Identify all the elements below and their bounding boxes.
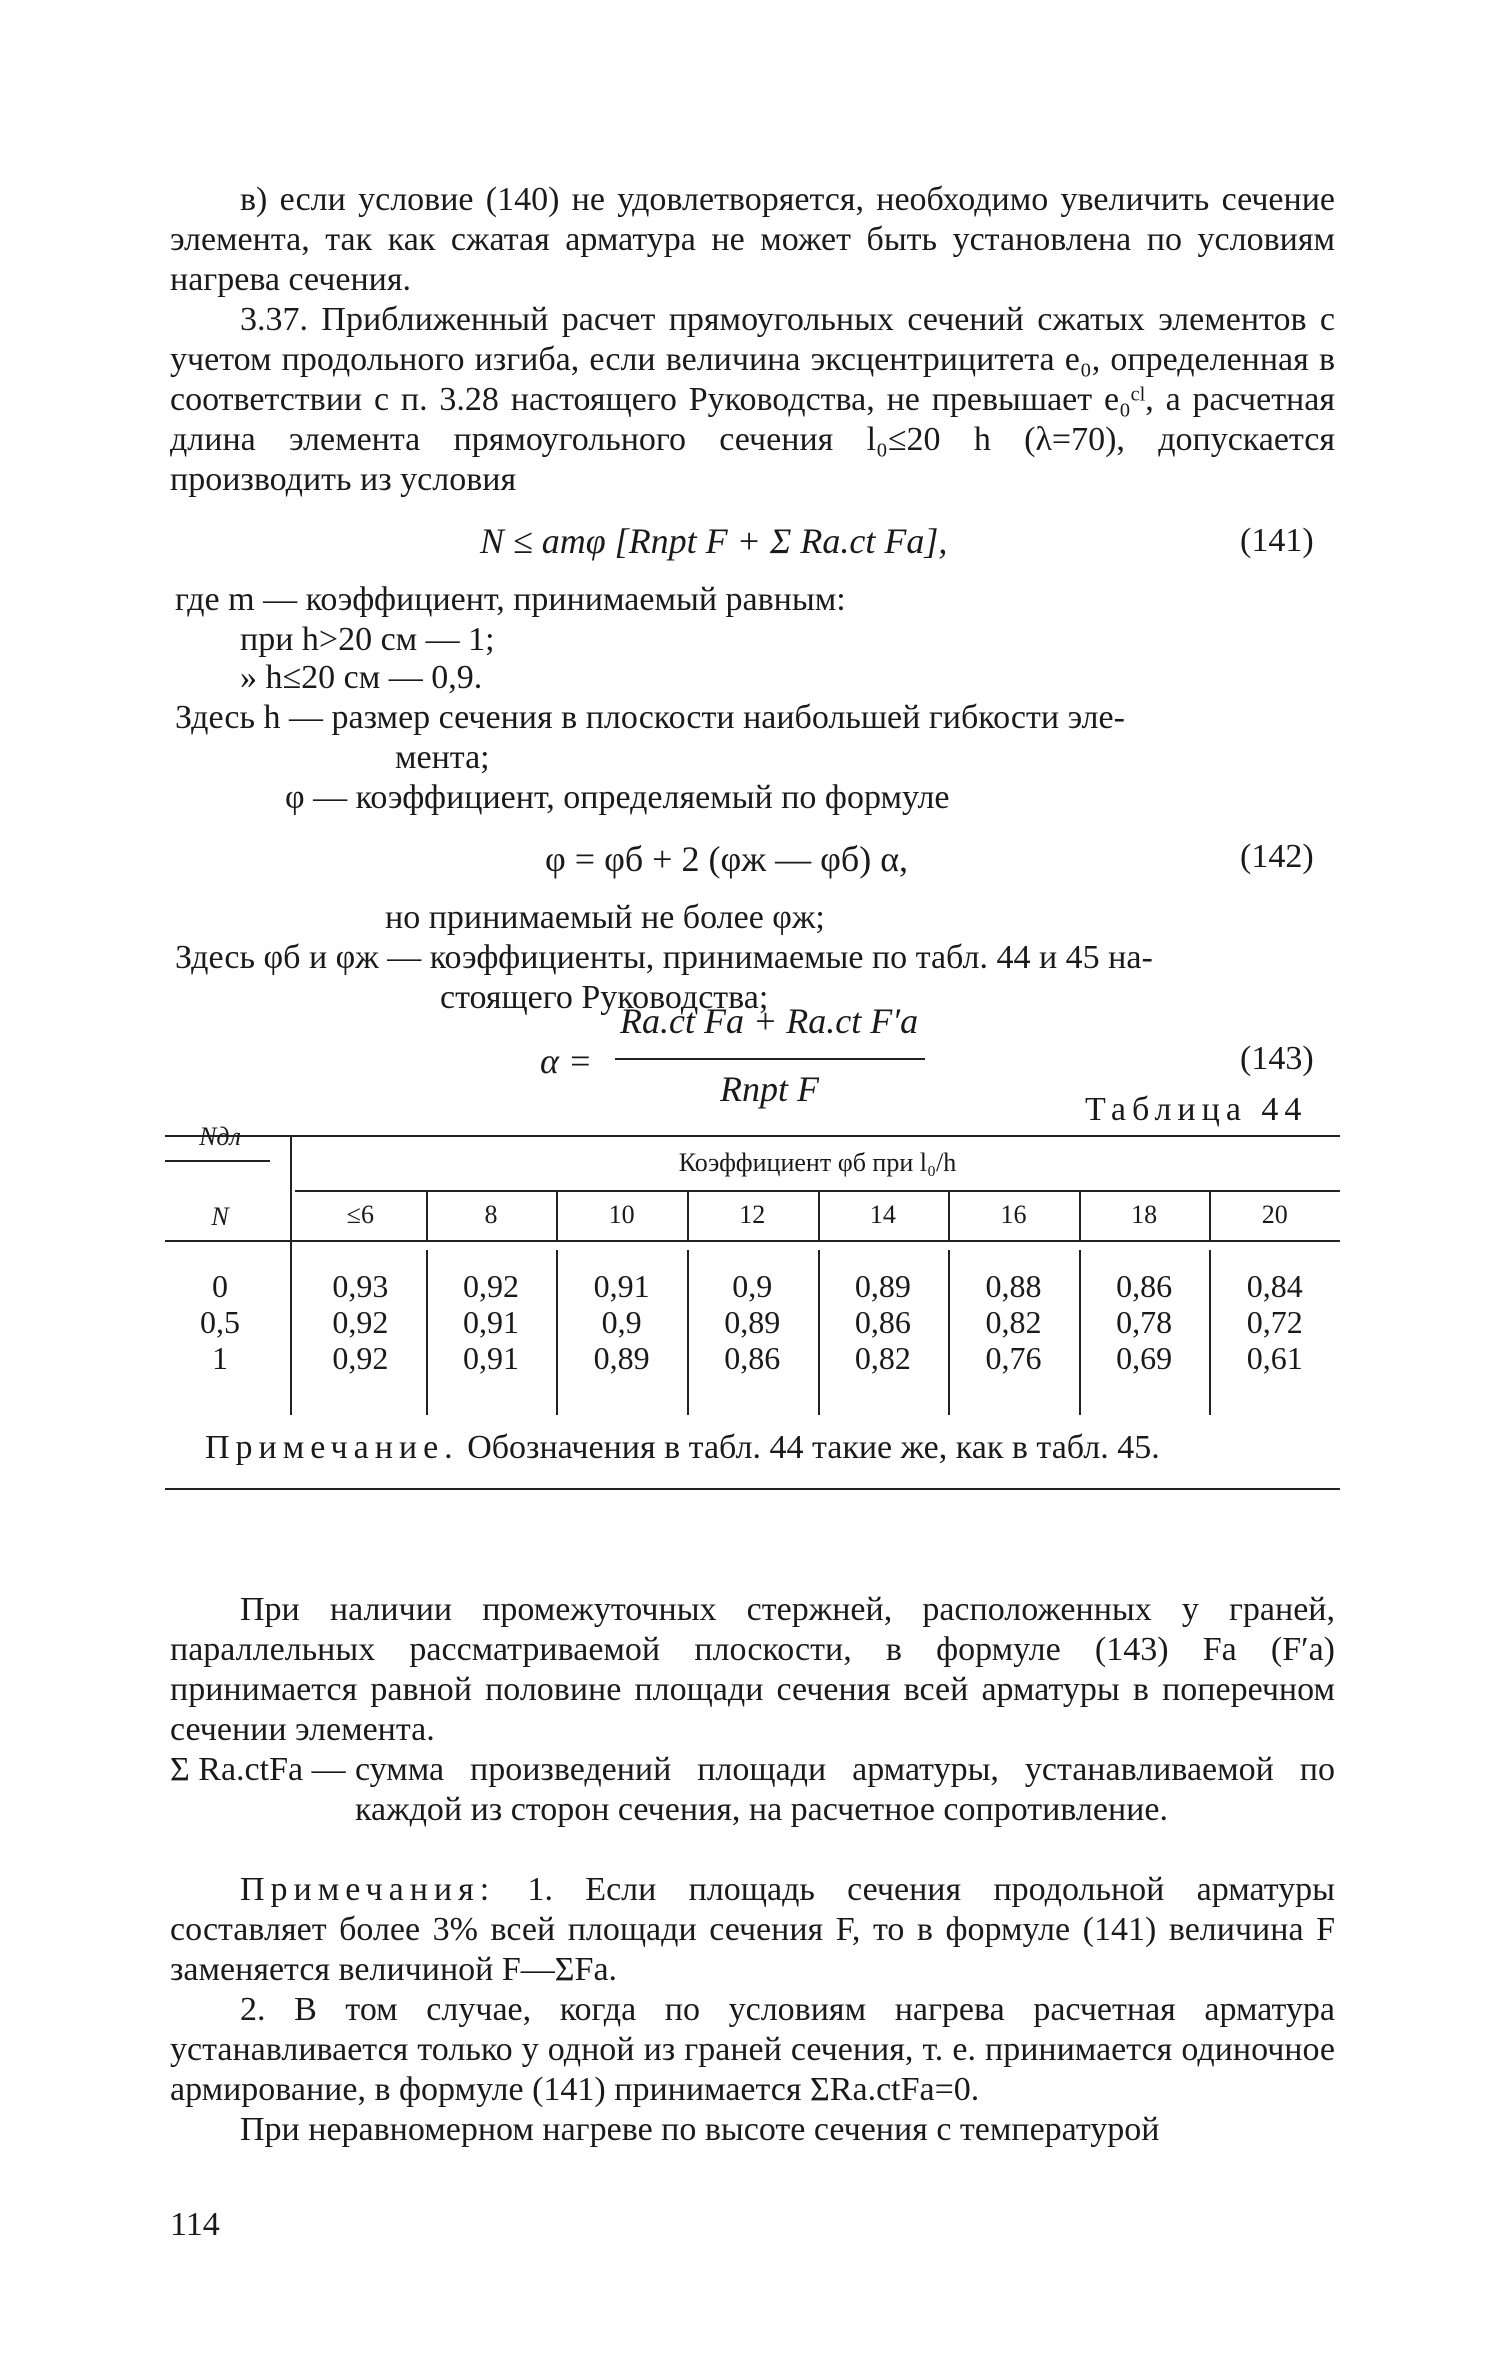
paragraph-condition-c: в) если условие (140) не удовлетворяется, необходимо увеличить сечение элемента, так как сжатая арматура не может быть установлена по условиям нагрева сечения. (170, 181, 1335, 298)
table-stub-divider (290, 1135, 292, 1415)
here-phis-line-2: стоящего Руководства; (440, 979, 769, 1016)
table-cell: 0,89 (593, 1340, 650, 1376)
paragraph-uneven-heating: При неравномерном нагреве по высоте сечения с температурой (240, 2111, 1160, 2148)
table-note-label: Примечание. (205, 1429, 459, 1466)
group-header: Коэффициент φб при l₀/h (678, 1148, 957, 1177)
column-header: 14 (869, 1200, 896, 1229)
paragraph-3-37: 3.37. Приближенный расчет прямоугольных сечений сжатых элементов с учетом продольного изгиба, если величина эксцентрицитета e₀, определенная в соответствии с п. 3.28 настоящего Руководства, не превышает e₀ᶜˡ, а расчетная длина элемента прямоугольного сечения l₀≤20 h (λ=70), допускается производить из условия (170, 301, 1335, 498)
sum-definition: сумма произведений площади арматуры, устанавливаемой по каждой из сторон сечения, на расчетное сопротивление. (355, 1751, 1335, 1828)
table-cell: 0,86 (1116, 1268, 1173, 1304)
table-cell: 0,86 (724, 1340, 781, 1376)
here-h-line: Здесь h — размер сечения в плоскости наибольшей гибкости эле- (175, 699, 1125, 736)
note-1: 1. Если площадь сечения продольной арматуры составляет более 3% всей площади сечения F, то в формуле (141) величина F заменяется величиной F—ΣFa. (170, 1871, 1336, 1988)
table-cell: 0,84 (1246, 1268, 1303, 1304)
table-cell: 0,9 (732, 1268, 773, 1304)
formula-143-numerator: Ra.ct Fa + Ra.ct F′a (620, 1001, 919, 1041)
page-number: 114 (170, 2206, 220, 2243)
table-cell: 0,89 (724, 1304, 781, 1340)
table-cell: 0,92 (332, 1340, 389, 1376)
row-n-value: 1 (212, 1340, 228, 1376)
table-cell: 0,91 (462, 1304, 519, 1340)
table-cell: 0,89 (854, 1268, 911, 1304)
note-2: 2. В том случае, когда по условиям нагрева расчетная арматура устанавливается только у одной из граней сечения, т. е. принимается одиночное армирование, в формуле (141) принимается ΣRa.ctFa=0. (170, 1991, 1335, 2108)
column-header: 16 (1000, 1200, 1027, 1229)
column-header: 10 (608, 1200, 635, 1229)
formula-142-number: (142) (1240, 838, 1314, 875)
row-header-ndl: Nдл (199, 1122, 241, 1151)
notes-block (170, 1870, 1335, 1990)
table-cell: 0,69 (1116, 1340, 1173, 1376)
here-phis-line: Здесь φб и φж — коэффициенты, принимаемые по табл. 44 и 45 на- (175, 939, 1153, 976)
row-n-value: 0,5 (200, 1304, 240, 1340)
table-cell: 0,82 (854, 1340, 911, 1376)
here-h-line-2: мента; (395, 739, 490, 776)
table-cell: 0,72 (1246, 1304, 1303, 1340)
column-header: 12 (739, 1200, 766, 1229)
m-case-2: » h≤20 см — 0,9. (240, 659, 483, 696)
row-header-n: N (211, 1202, 229, 1231)
formula-143-number: (143) (1240, 1040, 1314, 1077)
table-cell: 0,92 (462, 1268, 519, 1304)
table-cell: 0,88 (985, 1268, 1042, 1304)
column-header: 8 (484, 1200, 498, 1229)
formula-143-lhs: α = (540, 1041, 593, 1081)
table-bottom-rule (165, 1488, 1340, 1490)
table-cell: 0,82 (985, 1304, 1042, 1340)
row-header-divider (165, 1160, 270, 1162)
formula-141-number: (141) (1240, 522, 1314, 559)
table-cell: 0,9 (601, 1304, 642, 1340)
table-caption: Таблица 44 (1085, 1091, 1308, 1128)
table-cell: 0,78 (1116, 1304, 1173, 1340)
formula-143-fraction-bar (615, 1058, 925, 1060)
table-cell: 0,91 (462, 1340, 519, 1376)
table-note (205, 1428, 1160, 1468)
table-cell: 0,61 (1246, 1340, 1303, 1376)
table-header-rule (165, 1240, 1340, 1242)
column-header: 20 (1261, 1200, 1288, 1229)
phi-limit: но принимаемый не более φж; (385, 899, 825, 936)
table-note-text: Обозначения в табл. 44 такие же, как в табл. 45. (467, 1429, 1160, 1466)
formula-141: N ≤ amφ [Rпрt F + Σ Ra.ct Fa], (480, 521, 948, 561)
paragraph-intermediate-bars: При наличии промежуточных стержней, расположенных у граней, параллельных рассматриваемой плоскости, в формуле (143) Fa (F′a) принимается равной половине площади сечения всей арматуры в поперечном сечении элемента. (170, 1591, 1335, 1748)
notes-label: Примечания: (240, 1871, 496, 1908)
where-m-line: где m — коэффициент, принимаемый равным: (175, 581, 846, 618)
m-case-1: при h>20 см — 1; (240, 621, 495, 658)
table-cell: 0,92 (332, 1304, 389, 1340)
formula-143-denominator: Rпрt F (720, 1069, 819, 1109)
table-top-rule (165, 1135, 1340, 1137)
formula-142: φ = φб + 2 (φж — φб) α, (545, 839, 909, 879)
phi-definition: φ — коэффициент, определяемый по формуле (285, 779, 950, 816)
table-cell: 0,86 (854, 1304, 911, 1340)
row-n-value: 0 (212, 1268, 228, 1304)
column-header: 18 (1131, 1200, 1158, 1229)
table-cell: 0,91 (593, 1268, 650, 1304)
table-cell: 0,93 (332, 1268, 389, 1304)
sum-label: Σ Ra.ctFa — (170, 1751, 346, 1788)
table-cell: 0,76 (985, 1340, 1042, 1376)
column-header: ≤6 (346, 1200, 374, 1229)
